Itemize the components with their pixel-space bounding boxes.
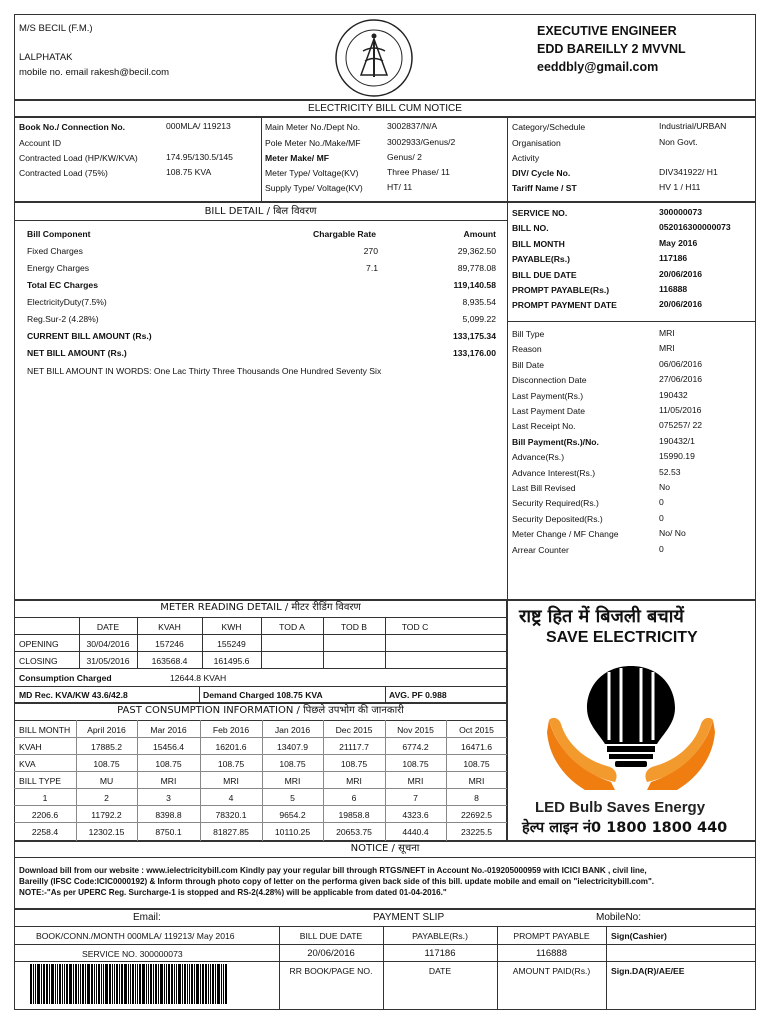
past-consumption-box	[14, 703, 507, 841]
slip-payable-label: PAYABLE(Rs.)	[412, 931, 468, 941]
consumption-label: Consumption Charged	[19, 673, 112, 683]
slip-email-label: Email:	[133, 912, 161, 923]
contracted-load-label: Contracted Load (HP/KW/KVA)	[19, 153, 138, 163]
past-row-value: Mar 2016	[150, 725, 187, 735]
bill-component-amount: 5,099.22	[462, 314, 496, 324]
slip-sign-da: Sign.DA(R)/AE/EE	[611, 966, 685, 976]
past-row-value: 10110.25	[274, 827, 311, 837]
meter-reading-value: 161495.6	[213, 656, 250, 666]
service-summary-label: PAYABLE(Rs.)	[512, 254, 570, 265]
meter-reading-header: TOD A	[279, 622, 305, 632]
company-contact: mobile no. email rakesh@becil.com	[19, 67, 170, 78]
past-row-value: MRI	[223, 776, 239, 786]
bill-info-value: No/ No	[659, 528, 686, 539]
bill-component-amount: 89,778.08	[457, 263, 496, 273]
past-row-value: 108.75	[93, 759, 120, 769]
bill-info-value: 075257/ 22	[659, 420, 703, 431]
meter-reading-header: KVAH	[158, 622, 181, 632]
bill-component-label: NET BILL AMOUNT (Rs.)	[27, 348, 127, 358]
service-summary-label: SERVICE NO.	[512, 208, 568, 218]
past-row-value: MRI	[346, 776, 362, 786]
bill-info-value: 190432	[659, 389, 688, 400]
past-row-value: 81827.85	[213, 827, 249, 837]
bill-info-label: Bill Type	[512, 329, 545, 339]
promo-english-title: SAVE ELECTRICITY	[546, 629, 698, 646]
amount-in-words: NET BILL AMOUNT IN WORDS: One Lac Thirty Three Thousands One Hundred Seventy Six	[27, 366, 382, 376]
past-row-value: 108.75	[279, 759, 306, 769]
activity-label: Activity	[512, 153, 540, 163]
past-row-label: 1	[42, 793, 48, 803]
past-row-value: 20653.75	[336, 827, 372, 837]
service-summary-value: 117186	[659, 253, 688, 264]
bill-detail-title: BILL DETAIL / बिल विवरण	[204, 206, 317, 217]
meter-reading-header: KWH	[221, 622, 242, 632]
past-row-value: 108.75	[217, 759, 245, 769]
past-row-value: 4440.4	[402, 827, 429, 837]
notice-title: NOTICE / सूचना	[350, 843, 420, 854]
past-row-value: 108.75	[340, 759, 368, 769]
bill-info-label: Advance Interest(Rs.)	[512, 467, 596, 478]
meter-type-value: Three Phase/ 11	[387, 167, 450, 177]
past-row-value: 8750.1	[155, 827, 182, 837]
past-row-value: Oct 2015	[459, 725, 494, 735]
bill-info-label: Reason	[512, 344, 542, 355]
notice-line-3: NOTE:-"As per UPERC Reg. Surcharge-1 is stopped and RS-2(4.28%) will be applicable from dated 01-04-2016."	[19, 888, 447, 897]
bill-component-label: CURRENT BILL AMOUNT (Rs.)	[27, 331, 152, 341]
service-summary-value: 300000073	[659, 207, 703, 217]
past-row-label: BILL MONTH	[19, 725, 71, 735]
meter-reading-value: 155249	[217, 639, 246, 649]
service-summary-value: 20/06/2016	[659, 299, 703, 310]
bill-component-label: Fixed Charges	[27, 246, 83, 256]
past-consumption-title: PAST CONSUMPTION INFORMATION / पिछले उपभोग की जानकारी	[117, 705, 404, 716]
slip-amount-paid-label: AMOUNT PAID(Rs.)	[512, 966, 591, 976]
div-cycle-value: DIV341922/ H1	[659, 167, 718, 177]
meter-make-value: Genus/ 2	[387, 152, 422, 162]
service-summary-value: 116888	[659, 284, 688, 294]
bill-info-label: Last Payment Date	[512, 406, 586, 416]
book-value: 000MLA/ 119213	[166, 121, 231, 131]
slip-prompt-value: 116888	[536, 948, 567, 959]
contracted-load-value: 174.95/130.5/145	[166, 152, 233, 162]
book-label: Book No./ Connection No.	[19, 122, 125, 132]
meter-reading-row-label: OPENING	[19, 639, 59, 649]
past-row-value: Feb 2016	[212, 725, 250, 735]
meter-reading-row-label: CLOSING	[19, 656, 58, 666]
meter-reading-value: 157246	[155, 639, 184, 649]
bill-info-value: 06/06/2016	[659, 358, 703, 369]
past-row-value: 3	[166, 793, 171, 803]
hands-holding-bulb-icon	[545, 660, 717, 792]
bill-detail-box	[14, 202, 756, 600]
bill-info-value: No	[659, 482, 670, 492]
meter-reading-value: 30/04/2016	[86, 639, 130, 649]
past-row-value: 6	[351, 793, 357, 803]
past-row-value: 78320.1	[215, 810, 247, 820]
bill-info-value: MRI	[659, 343, 675, 354]
bill-info-value: 190432/1	[659, 435, 695, 446]
bill-info-value: 0	[659, 543, 664, 554]
chargable-rate-header: Chargable Rate	[313, 229, 377, 239]
past-row-label: 2206.6	[31, 810, 59, 820]
past-row-value: MRI	[407, 776, 424, 786]
pole-meter-value: 3002933/Genus/2	[387, 137, 456, 147]
bill-component-header: Bill Component	[27, 229, 91, 239]
led-slogan: LED Bulb Saves Energy	[535, 799, 706, 816]
service-summary-label: PROMPT PAYMENT DATE	[512, 300, 617, 311]
organisation-value: Non Govt.	[659, 137, 698, 147]
past-row-label: KVAH	[19, 742, 42, 752]
past-row-value: MU	[99, 776, 114, 786]
past-row-value: Jan 2016	[274, 725, 311, 735]
consumption-value: 12644.8 KVAH	[170, 673, 227, 683]
bill-info-label: Bill Date	[512, 359, 544, 370]
contracted-75-value: 108.75 KVA	[166, 167, 212, 177]
past-row-value: Nov 2015	[397, 725, 434, 735]
meter-reading-header: DATE	[96, 622, 120, 632]
meter-reading-header: TOD C	[401, 622, 429, 632]
amount-header: Amount	[463, 229, 496, 239]
bill-component-label: Reg.Sur-2 (4.28%)	[27, 314, 99, 324]
avg-power-factor: AVG. PF 0.988	[389, 690, 447, 700]
division-name: EDD BAREILLY 2 MVVNL	[537, 42, 686, 56]
slip-payable-value: 117186	[424, 948, 456, 959]
main-meter-value: 3002837/N/A	[387, 121, 438, 131]
slip-book-text: BOOK/CONN./MONTH 000MLA/ 119213/ May 2016	[36, 931, 235, 941]
meter-type-label: Meter Type/ Voltage(KV)	[265, 168, 359, 178]
slip-date-label: DATE	[428, 966, 452, 976]
supply-type-label: Supply Type/ Voltage(KV)	[265, 183, 363, 193]
bill-info-value: 0	[659, 497, 664, 508]
past-row-value: 108.75	[155, 759, 182, 769]
slip-sign-cashier: Sign(Cashier)	[611, 931, 667, 941]
bill-component-amount: 133,176.00	[452, 348, 496, 358]
past-row-value: 16201.6	[215, 742, 247, 752]
past-row-value: 5	[290, 793, 295, 803]
company-location: LALPHATAK	[19, 52, 73, 63]
past-row-value: 13407.9	[276, 742, 309, 752]
past-row-value: 15456.4	[152, 742, 185, 752]
category-value: Industrial/URBAN	[659, 121, 727, 131]
account-label: Account ID	[19, 138, 62, 148]
past-row-value: MRI	[284, 776, 301, 786]
service-summary-value: May 2016	[659, 237, 698, 248]
past-row-value: 16471.6	[460, 742, 493, 752]
pole-meter-label: Pole Meter No./Make/MF	[265, 138, 361, 148]
service-summary-label: PROMPT PAYABLE(Rs.)	[512, 285, 610, 295]
bill-info-value: 0	[659, 512, 664, 523]
supply-type-value: HT/ 11	[387, 182, 413, 192]
slip-prompt-label: PROMPT PAYABLE	[513, 931, 590, 941]
past-row-value: 11792.2	[91, 810, 122, 820]
bill-info-value: 11/05/2016	[659, 405, 702, 415]
md-recorded: MD Rec. KVA/KW 43.6/42.8	[19, 690, 128, 700]
service-summary-label: BILL DUE DATE	[512, 269, 577, 280]
service-summary-value: 20/06/2016	[659, 268, 703, 279]
meter-make-label: Meter Make/ MF	[265, 153, 329, 163]
bill-info-label: Security Deposited(Rs.)	[512, 513, 603, 524]
helpline-number: हेल्प लाइन नं0 1800 1800 440	[522, 820, 728, 836]
service-summary-label: BILL MONTH	[512, 238, 565, 249]
bill-info-label: Last Payment(Rs.)	[512, 390, 584, 401]
slip-due-label: BILL DUE DATE	[299, 931, 363, 941]
bill-info-label: Meter Change / MF Change	[512, 529, 619, 540]
bill-info-label: Security Required(Rs.)	[512, 498, 599, 509]
bill-component-amount: 29,362.50	[457, 246, 496, 256]
bill-component-amount: 8,935.54	[462, 297, 496, 307]
past-row-value: 8	[474, 793, 479, 803]
bill-info-value: MRI	[659, 328, 675, 338]
div-cycle-label: DIV/ Cycle No.	[512, 168, 571, 178]
notice-line-1: Download bill from our website : www.ielectricitybill.com Kindly pay your regular bill through RTGS/NEFT in Account No.-019205000959 with ICICI BANK , civil line,	[19, 866, 647, 875]
bill-info-value: 15990.19	[659, 451, 695, 462]
demand-charged: Demand Charged 108.75 KVA	[203, 690, 323, 700]
past-row-value: 4	[228, 793, 234, 803]
bill-component-label: Energy Charges	[27, 263, 90, 273]
past-row-value: 2	[104, 793, 109, 803]
contracted-75-label: Contracted Load (75%)	[19, 168, 108, 178]
past-row-value: 17885.2	[90, 742, 123, 752]
past-row-value: 4323.6	[402, 810, 429, 820]
service-summary-value: 052016300000073	[659, 222, 731, 233]
past-row-value: 108.75	[463, 759, 490, 769]
past-row-value: MRI	[468, 776, 485, 786]
bill-component-amount: 133,175.34	[452, 331, 496, 341]
meter-reading-header: TOD B	[340, 622, 368, 632]
notice-line-2: Bareilly (IFSC Code:ICIC0000192) & Inform through photo copy of letter on the performa given back side of this bill. update mobile and email on "ielectricitybill.com".	[19, 877, 655, 886]
division-email: eeddbly@gmail.com	[537, 60, 659, 74]
slip-service-text: SERVICE NO. 300000073	[82, 949, 183, 959]
bill-info-value: 27/06/2016	[659, 374, 703, 385]
company-name: M/S BECIL (F.M.)	[19, 23, 93, 34]
past-row-value: 19858.8	[338, 810, 370, 820]
past-row-value: 9654.2	[279, 810, 306, 820]
payment-barcode	[30, 964, 268, 1004]
tariff-label: Tariff Name / ST	[512, 183, 577, 193]
engineer-title: EXECUTIVE ENGINEER	[537, 24, 677, 38]
bill-info-label: Last Receipt No.	[512, 421, 576, 432]
past-row-value: 12302.15	[88, 827, 125, 837]
bill-info-label: Disconnection Date	[512, 375, 587, 386]
slip-title: PAYMENT SLIP	[373, 912, 445, 923]
past-row-value: 22692.5	[460, 810, 493, 820]
slip-rr-label: RR BOOK/PAGE NO.	[289, 966, 373, 976]
bill-component-rate: 270	[363, 246, 378, 256]
bill-title: ELECTRICITY BILL CUM NOTICE	[308, 103, 462, 114]
bill-component-amount: 119,140.58	[453, 280, 496, 290]
past-row-label: 2258.4	[31, 827, 59, 837]
past-row-value: 7	[413, 793, 418, 803]
past-row-value: 23225.5	[460, 827, 493, 837]
main-meter-label: Main Meter No./Dept No.	[265, 122, 361, 132]
department-logo-icon	[333, 17, 415, 99]
past-row-label: BILL TYPE	[19, 776, 62, 786]
past-row-value: 8398.8	[155, 810, 182, 820]
bill-component-rate: 7.1	[366, 263, 378, 273]
past-row-value: MRI	[160, 776, 177, 786]
bill-info-label: Advance(Rs.)	[512, 452, 565, 463]
past-row-value: 108.75	[402, 759, 429, 769]
slip-due-value: 20/06/2016	[307, 948, 355, 959]
meter-reading-title: METER READING DETAIL / मीटर रीडिंग विवरण	[160, 602, 361, 613]
bill-info-label: Arrear Counter	[512, 544, 569, 555]
bill-info-label: Last Bill Revised	[512, 483, 576, 493]
meter-reading-value: 31/05/2016	[86, 656, 130, 666]
meter-reading-value: 163568.4	[151, 656, 188, 666]
past-row-value: April 2016	[87, 725, 126, 735]
bill-info-label: Bill Payment(Rs.)/No.	[512, 436, 599, 447]
bill-info-value: 52.53	[659, 466, 681, 477]
service-summary-label: BILL NO.	[512, 223, 549, 234]
promo-hindi-title: राष्ट्र हित में बिजली बचायें	[519, 606, 684, 627]
bill-component-label: ElectricityDuty(7.5%)	[27, 297, 107, 307]
category-label: Category/Schedule	[512, 122, 586, 132]
past-row-label: KVA	[19, 759, 36, 769]
slip-mobile-label: MobileNo:	[596, 912, 642, 923]
organisation-label: Organisation	[512, 138, 561, 148]
tariff-value: HV 1 / H11	[659, 182, 701, 192]
past-row-value: 21117.7	[339, 742, 369, 752]
past-row-value: Dec 2015	[335, 725, 373, 735]
bill-component-label: Total EC Charges	[27, 280, 98, 290]
past-row-value: 6774.2	[402, 742, 429, 752]
